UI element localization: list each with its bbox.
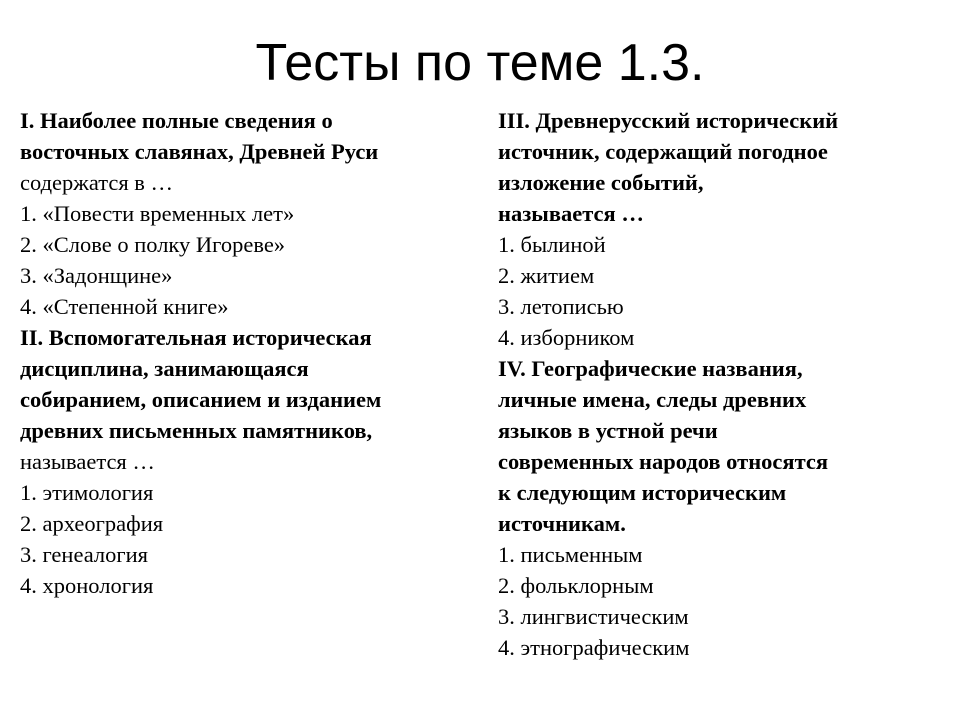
answer-option: 1. этимология bbox=[20, 480, 154, 505]
question-text-line: древних письменных памятников, bbox=[20, 418, 373, 443]
question-text-line: источникам. bbox=[498, 511, 626, 536]
answer-option: 1. «Повести временных лет» bbox=[20, 201, 295, 226]
question-text-line: к следующим историческим bbox=[498, 480, 787, 505]
answer-option: 4. хронология bbox=[20, 573, 154, 598]
question-4 bbox=[498, 353, 948, 663]
answer-option: 3. летописью bbox=[498, 294, 624, 319]
question-text-line: собиранием, описанием и изданием bbox=[20, 387, 382, 412]
answer-option: 4. «Степенной книге» bbox=[20, 294, 229, 319]
slide-title: Тесты по теме 1.3. bbox=[255, 34, 705, 92]
right-column bbox=[498, 105, 948, 663]
question-text-line: современных народов относятся bbox=[498, 449, 829, 474]
answer-option: 3. генеалогия bbox=[20, 542, 149, 567]
answer-option: 2. археография bbox=[20, 511, 164, 536]
question-text-line: II. Вспомогательная историческая bbox=[20, 325, 372, 350]
question-tail: называется … bbox=[20, 449, 155, 474]
answer-option: 4. этнографическим bbox=[498, 635, 690, 660]
question-text-line: дисциплина, занимающаяся bbox=[20, 356, 309, 381]
question-3 bbox=[498, 105, 948, 353]
answer-option: 1. письменным bbox=[498, 542, 643, 567]
answer-option: 2. житием bbox=[498, 263, 595, 288]
question-text-line: личные имена, следы древних bbox=[498, 387, 807, 412]
answer-option: 1. былиной bbox=[498, 232, 606, 257]
question-text-line: называется … bbox=[498, 201, 644, 226]
question-text-line: IV. Географические названия, bbox=[498, 356, 803, 381]
answer-option: 2. «Слове о полку Игореве» bbox=[20, 232, 286, 257]
question-text-line: изложение событий, bbox=[498, 170, 704, 195]
question-tail: содержатся в … bbox=[20, 170, 174, 195]
question-text-line: III. Древнерусский исторический bbox=[498, 108, 839, 133]
answer-option: 2. фольклорным bbox=[498, 573, 654, 598]
question-text-line: I. Наиболее полные сведения о bbox=[20, 108, 333, 133]
answer-option: 3. «Задонщине» bbox=[20, 263, 173, 288]
question-text-line: восточных славянах, Древней Руси bbox=[20, 139, 379, 164]
question-1 bbox=[20, 105, 480, 322]
question-text-line: языков в устной речи bbox=[498, 418, 718, 443]
answer-option: 4. изборником bbox=[498, 325, 635, 350]
answer-option: 3. лингвистическим bbox=[498, 604, 689, 629]
question-2 bbox=[20, 322, 480, 601]
left-column bbox=[20, 105, 480, 601]
question-text-line: источник, содержащий погодное bbox=[498, 139, 828, 164]
